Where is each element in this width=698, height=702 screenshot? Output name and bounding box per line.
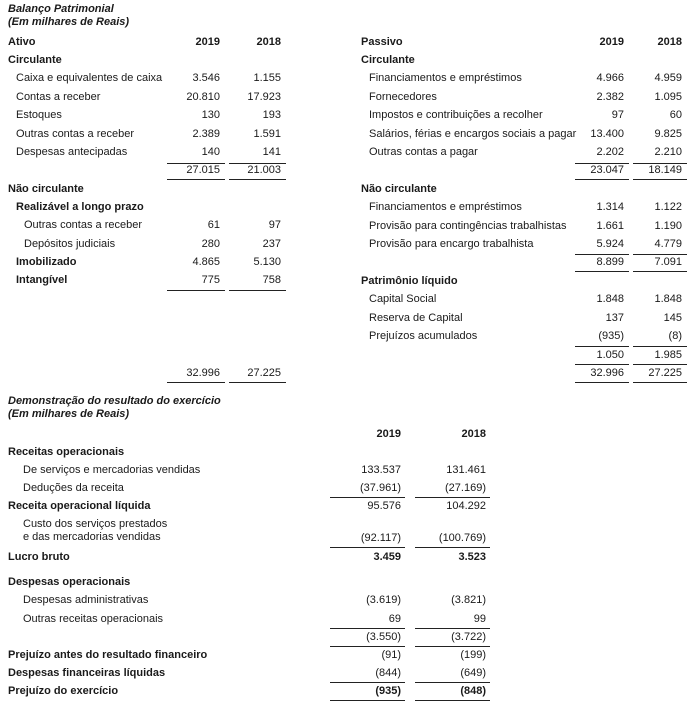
pl-row-value-2018: 1.848 xyxy=(654,293,682,305)
pl-row-label: Prejuízos acumulados xyxy=(369,330,478,342)
prejuizo-exercicio-2019: (935) xyxy=(375,685,401,697)
divider xyxy=(633,271,687,272)
ativo-nao-circulante-label: Não circulante xyxy=(8,183,84,195)
ativo-year-2018: 2018 xyxy=(256,36,281,48)
custo-2018: (100.769) xyxy=(438,532,486,544)
divider xyxy=(167,290,225,291)
passivo-circulante-row-label: Financiamentos e empréstimos xyxy=(369,72,522,84)
passivo-circulante-total-2018: 18.149 xyxy=(648,164,682,176)
passivo-circulante-row-label: Impostos e contribuições a recolher xyxy=(369,109,543,121)
pl-label: Patrimônio líquido xyxy=(361,275,458,287)
ativo-circulante-row-label: Estoques xyxy=(16,109,62,121)
pl-total-2018: 1.985 xyxy=(654,349,682,361)
passivo-nao-circulante-row-label: Provisão para encargo trabalhista xyxy=(369,238,534,250)
passivo-circulante-row-value-2019: 4.966 xyxy=(596,72,624,84)
realizavel-row-label: Depósitos judiciais xyxy=(24,237,116,250)
passivo-nao-circulante-label: Não circulante xyxy=(361,183,437,195)
passivo-nao-circulante-row-value-2018: 4.779 xyxy=(654,238,682,250)
passivo-year-2018: 2018 xyxy=(657,36,682,48)
divider xyxy=(229,179,286,180)
passivo-nao-circulante-row-value-2019: 1.661 xyxy=(596,219,624,232)
ativo-circulante-row-value-2019: 140 xyxy=(201,146,220,158)
realizavel-row-value-2019: 280 xyxy=(201,237,220,250)
despesas-label: Despesas operacionais xyxy=(8,576,131,588)
lucro-bruto-2019: 3.459 xyxy=(373,551,401,563)
prejuizo-antes-label: Prejuízo antes do resultado financeiro xyxy=(8,649,208,661)
lucro-bruto-2018: 3.523 xyxy=(458,551,486,563)
passivo-circulante-row-value-2018: 4.959 xyxy=(654,72,682,84)
balance-subtitle: (Em milhares de Reais) xyxy=(8,16,130,28)
intangivel-label: Intangível xyxy=(16,274,68,286)
passivo-header: Passivo xyxy=(361,36,403,48)
ativo-circulante-row-value-2018: 193 xyxy=(262,109,281,121)
pl-row-label: Capital Social xyxy=(369,293,437,305)
passivo-circulante-row-label: Salários, férias e encargos sociais a pagar xyxy=(369,127,577,140)
pl-row-label: Reserva de Capital xyxy=(369,311,463,324)
divider xyxy=(633,179,687,180)
passivo-total-2019: 32.996 xyxy=(590,367,624,379)
ativo-circulante-row-label: Outras contas a receber xyxy=(16,127,135,140)
realizavel-row-value-2018: 237 xyxy=(262,237,281,250)
despesas-total-2018: (3.722) xyxy=(451,631,486,643)
divider xyxy=(415,700,490,701)
dre-subtitle: (Em milhares de Reais) xyxy=(8,408,130,420)
passivo-circulante-row-value-2019: 97 xyxy=(611,109,624,121)
pl-row-value-2019: (935) xyxy=(598,330,624,342)
divider xyxy=(229,382,286,383)
pl-row-value-2019: 1.848 xyxy=(596,293,624,305)
custo-label-line1: Custo dos serviços prestados xyxy=(23,518,168,530)
balance-title: Balanço Patrimonial xyxy=(8,3,114,15)
passivo-nao-circulante-row-value-2019: 1.314 xyxy=(596,201,624,213)
ativo-circulante-total-2018: 21.003 xyxy=(247,164,281,176)
lucro-bruto-label: Lucro bruto xyxy=(8,551,70,563)
custo-2019: (92.117) xyxy=(360,532,401,544)
despesas-financeiras-2018: (649) xyxy=(460,667,486,679)
pl-row-value-2019: 137 xyxy=(605,311,624,324)
ativo-circulante-row-value-2018: 1.591 xyxy=(253,127,281,140)
despesas-row-value-2019: (3.619) xyxy=(366,594,401,606)
divider xyxy=(229,290,286,291)
realizavel-row-value-2019: 61 xyxy=(207,219,220,231)
passivo-circulante-row-value-2018: 60 xyxy=(669,109,682,121)
pl-row-value-2018: (8) xyxy=(668,330,682,342)
prejuizo-antes-2018: (199) xyxy=(460,649,486,661)
ativo-total-2019: 32.996 xyxy=(186,367,220,379)
passivo-circulante-row-value-2018: 1.095 xyxy=(654,90,682,103)
custo-label-line2: e das mercadorias vendidas xyxy=(23,531,161,543)
divider xyxy=(575,271,629,272)
intangivel-2019: 775 xyxy=(201,274,220,286)
passivo-circulante-label: Circulante xyxy=(361,54,415,66)
ativo-circulante-label: Circulante xyxy=(8,54,62,66)
receitas-row-value-2019: 133.537 xyxy=(361,464,401,476)
passivo-circulante-row-value-2019: 13.400 xyxy=(590,127,624,140)
dre-year-2019: 2019 xyxy=(376,428,401,440)
receitas-row-label: De serviços e mercadorias vendidas xyxy=(23,464,201,476)
ativo-circulante-row-label: Caixa e equivalentes de caixa xyxy=(16,72,163,84)
ativo-circulante-row-value-2019: 3.546 xyxy=(192,72,220,84)
realizavel-row-value-2018: 97 xyxy=(268,219,281,231)
imobilizado-2019: 4.865 xyxy=(192,256,220,268)
divider xyxy=(330,700,405,701)
despesas-row-value-2018: (3.821) xyxy=(451,594,486,606)
pl-row-value-2018: 145 xyxy=(663,311,682,324)
ativo-circulante-total-2019: 27.015 xyxy=(186,164,220,176)
despesas-row-value-2019: 69 xyxy=(388,612,401,625)
pl-total-2019: 1.050 xyxy=(596,349,624,361)
prejuizo-exercicio-label: Prejuízo do exercício xyxy=(8,685,119,697)
passivo-nao-circulante-row-value-2018: 1.190 xyxy=(654,219,682,232)
passivo-year-2019: 2019 xyxy=(599,36,624,48)
passivo-nao-circulante-total-2019: 8.899 xyxy=(596,256,624,268)
passivo-circulante-row-value-2018: 2.210 xyxy=(654,146,682,158)
passivo-nao-circulante-row-value-2018: 1.122 xyxy=(654,201,682,213)
receita-liquida-label: Receita operacional líquida xyxy=(8,500,151,512)
despesas-row-label: Outras receitas operacionais xyxy=(23,612,164,625)
passivo-nao-circulante-row-value-2019: 5.924 xyxy=(596,238,624,250)
divider xyxy=(633,382,687,383)
despesas-financeiras-label: Despesas financeiras líquidas xyxy=(8,667,166,679)
ativo-circulante-row-value-2019: 20.810 xyxy=(186,90,220,103)
ativo-circulante-row-label: Despesas antecipadas xyxy=(16,146,128,158)
passivo-total-2018: 27.225 xyxy=(648,367,682,379)
ativo-circulante-row-value-2018: 1.155 xyxy=(253,72,281,84)
receitas-row-value-2018: 131.461 xyxy=(446,464,486,476)
intangivel-2018: 758 xyxy=(262,274,281,286)
realizavel-label: Realizável a longo prazo xyxy=(16,201,144,213)
passivo-circulante-row-value-2019: 2.382 xyxy=(596,90,624,103)
custo-label xyxy=(23,518,167,544)
receitas-row-value-2018: (27.169) xyxy=(445,482,486,494)
ativo-header: Ativo xyxy=(8,36,36,48)
ativo-circulante-row-value-2018: 17.923 xyxy=(247,90,281,103)
passivo-circulante-row-value-2018: 9.825 xyxy=(654,127,682,140)
divider xyxy=(575,382,629,383)
divider xyxy=(167,382,225,383)
ativo-circulante-row-value-2018: 141 xyxy=(262,146,281,158)
dre-year-2018: 2018 xyxy=(461,428,486,440)
passivo-circulante-row-label: Fornecedores xyxy=(369,90,437,103)
receitas-label: Receitas operacionais xyxy=(8,446,125,458)
realizavel-row-label: Outras contas a receber xyxy=(24,219,143,231)
passivo-circulante-row-value-2019: 2.202 xyxy=(596,146,624,158)
ativo-total-2018: 27.225 xyxy=(247,367,281,379)
imobilizado-label: Imobilizado xyxy=(16,256,77,268)
prejuizo-antes-2019: (91) xyxy=(381,649,401,661)
passivo-circulante-row-label: Outras contas a pagar xyxy=(369,146,478,158)
passivo-circulante-total-2019: 23.047 xyxy=(590,164,624,176)
passivo-nao-circulante-row-label: Financiamentos e empréstimos xyxy=(369,201,522,213)
despesas-financeiras-2019: (844) xyxy=(375,667,401,679)
despesas-row-value-2018: 99 xyxy=(473,612,486,625)
ativo-circulante-row-value-2019: 130 xyxy=(201,109,220,121)
divider xyxy=(575,179,629,180)
ativo-circulante-row-label: Contas a receber xyxy=(16,90,101,103)
receitas-row-value-2019: (37.961) xyxy=(360,482,401,494)
divider xyxy=(167,179,225,180)
dre-title: Demonstração do resultado do exercício xyxy=(8,395,221,407)
receita-liquida-2018: 104.292 xyxy=(446,500,486,512)
prejuizo-exercicio-2018: (848) xyxy=(460,685,486,697)
imobilizado-2018: 5.130 xyxy=(253,256,281,268)
receita-liquida-2019: 95.576 xyxy=(367,500,401,512)
receitas-row-label: Deduções da receita xyxy=(23,482,124,494)
ativo-year-2019: 2019 xyxy=(195,36,220,48)
passivo-nao-circulante-total-2018: 7.091 xyxy=(654,256,682,268)
ativo-circulante-row-value-2019: 2.389 xyxy=(192,127,220,140)
despesas-total-2019: (3.550) xyxy=(366,631,401,643)
despesas-row-label: Despesas administrativas xyxy=(23,594,149,606)
passivo-nao-circulante-row-label: Provisão para contingências trabalhistas xyxy=(369,219,567,232)
